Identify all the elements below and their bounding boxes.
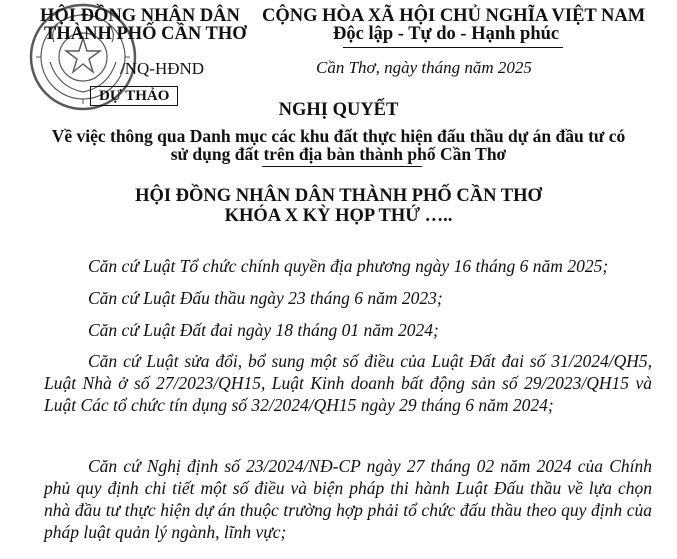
legal-basis-5: Căn cứ Nghị định số 23/2024/NĐ-CP ngày 27 tháng 02 năm 2024 của Chính phủ quy định chi tiết một số điều và biện pháp thi hành Luật Đấu thầu về lựa chọn nhà đầu tư thực hiện dự án thuộc trường hợp phải tổ chức đấu thầu theo quy định của pháp luật quản lý ngành, lĩnh vực; <box>44 456 652 542</box>
subject-underline <box>262 166 422 167</box>
document-number: /NQ-HĐND <box>120 59 205 78</box>
subject-line-1: Về việc thông qua Danh mục các khu đất thực hiện đấu thầu dự án đầu tư có <box>51 126 626 146</box>
subject-line-2: sử dụng đất trên địa bàn thành phố Cần Thơ <box>170 144 507 164</box>
org-line-1: HỘI ĐỒNG NHÂN DÂN <box>40 6 240 26</box>
motto-underline <box>343 47 563 48</box>
legal-basis-3: Căn cứ Luật Đất đai ngày 18 tháng 01 năm 2024; <box>88 320 439 340</box>
council-session: KHÓA X KỲ HỌP THỨ ….. <box>224 206 453 226</box>
legal-basis-4: Căn cứ Luật sửa đổi, bổ sung một số điều của Luật Đất đai số 31/2024/QH5, Luật Nhà ở số 27/2023/QH15, Luật Kinh doanh bất động sản số 29/2023/QH15 và Luật Các tổ chức tín dụng số 32/2024/QH15 ngày 29 tháng 6 năm 2024; <box>44 351 652 415</box>
legal-basis-2: Căn cứ Luật Đấu thầu ngày 23 tháng 6 năm 2023; <box>88 288 443 308</box>
legal-basis-1: Căn cứ Luật Tổ chức chính quyền địa phương ngày 16 tháng 6 năm 2025; <box>88 256 609 276</box>
org-line-2: THÀNH PHỐ CẦN THƠ <box>44 24 247 44</box>
council-name: HỘI ĐỒNG NHÂN DÂN THÀNH PHỐ CẦN THƠ <box>135 186 542 206</box>
document-type: NGHỊ QUYẾT <box>278 100 399 120</box>
issue-date: Cần Thơ, ngày tháng năm 2025 <box>316 58 532 77</box>
country-name: CỘNG HÒA XÃ HỘI CHỦ NGHĨA VIỆT NAM <box>262 6 646 26</box>
country-motto: Độc lập - Tự do - Hạnh phúc <box>333 24 560 44</box>
draft-stamp: DỰ THẢO <box>90 86 178 106</box>
